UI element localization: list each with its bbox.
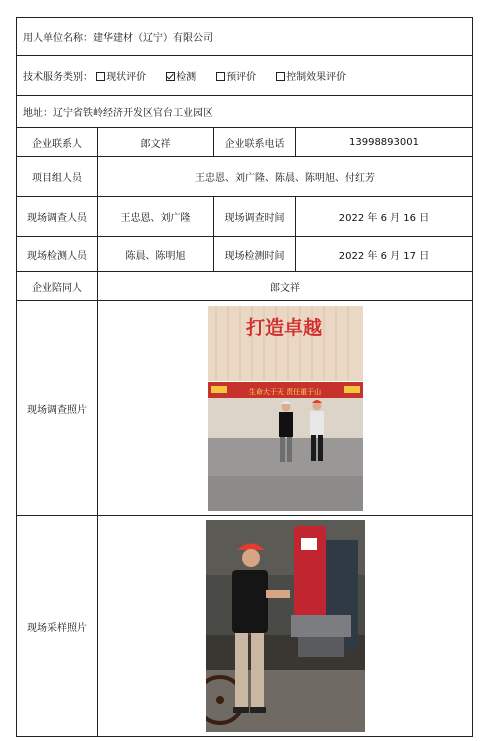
service-type-label: 技术服务类别： — [23, 72, 93, 83]
checkbox-icon — [276, 72, 285, 81]
service-type-row — [17, 56, 473, 96]
sampling-photo — [206, 520, 365, 732]
contact-name: 郎文祥 — [98, 128, 214, 157]
checkbox-icon — [96, 72, 105, 81]
survey-time: 2022 年 6 月 16 日 — [296, 197, 473, 237]
unit-row — [17, 18, 473, 56]
record-form-page — [16, 17, 472, 739]
site-record-table — [16, 17, 473, 737]
sampling-photo-label: 现场采样照片 — [17, 516, 98, 737]
address-label: 地址： — [23, 108, 53, 119]
contact-phone-label: 企业联系电话 — [214, 128, 296, 157]
detection-staff: 陈晨、陈明旭 — [98, 237, 214, 272]
survey-row — [17, 197, 473, 237]
team-label: 项目组人员 — [17, 157, 98, 197]
safety-banner-text: 生命大于天 责任重于山 — [248, 387, 321, 396]
team-members: 王忠恩、刘广隆、陈晨、陈明旭、付红芳 — [98, 157, 473, 197]
team-row — [17, 157, 473, 197]
survey-photo — [208, 306, 363, 511]
address-value: 辽宁省铁岭经济开发区官台工业园区 — [53, 108, 213, 119]
factory-sign-text: 打造卓越 — [245, 316, 322, 339]
contact-label: 企业联系人 — [17, 128, 98, 157]
address-row — [17, 96, 473, 128]
escort-name: 郎文祥 — [98, 272, 473, 301]
unit-name: 建华建材（辽宁）有限公司 — [93, 33, 213, 44]
survey-photo-row — [17, 301, 473, 516]
escort-row — [17, 272, 473, 301]
survey-photo-label: 现场调查照片 — [17, 301, 98, 516]
service-option-control-effect: 控制效果评价 — [276, 68, 346, 83]
sampling-photo-row — [17, 516, 473, 737]
detection-time: 2022 年 6 月 17 日 — [296, 237, 473, 272]
survey-staff: 王忠恩、刘广隆 — [98, 197, 214, 237]
detection-row — [17, 237, 473, 272]
service-option-pre-evaluation: 预评价 — [216, 68, 256, 83]
unit-label: 用人单位名称： — [23, 33, 93, 44]
checkbox-checked-icon — [166, 72, 175, 81]
survey-staff-label: 现场调查人员 — [17, 197, 98, 237]
escort-label: 企业陪同人 — [17, 272, 98, 301]
detection-time-label: 现场检测时间 — [214, 237, 296, 272]
contact-row — [17, 128, 473, 157]
survey-time-label: 现场调查时间 — [214, 197, 296, 237]
checkbox-icon — [216, 72, 225, 81]
detection-staff-label: 现场检测人员 — [17, 237, 98, 272]
service-option-status-evaluation: 现状评价 — [96, 68, 146, 83]
contact-phone: 13998893001 — [296, 128, 473, 157]
service-option-detection: 检测 — [166, 68, 196, 83]
